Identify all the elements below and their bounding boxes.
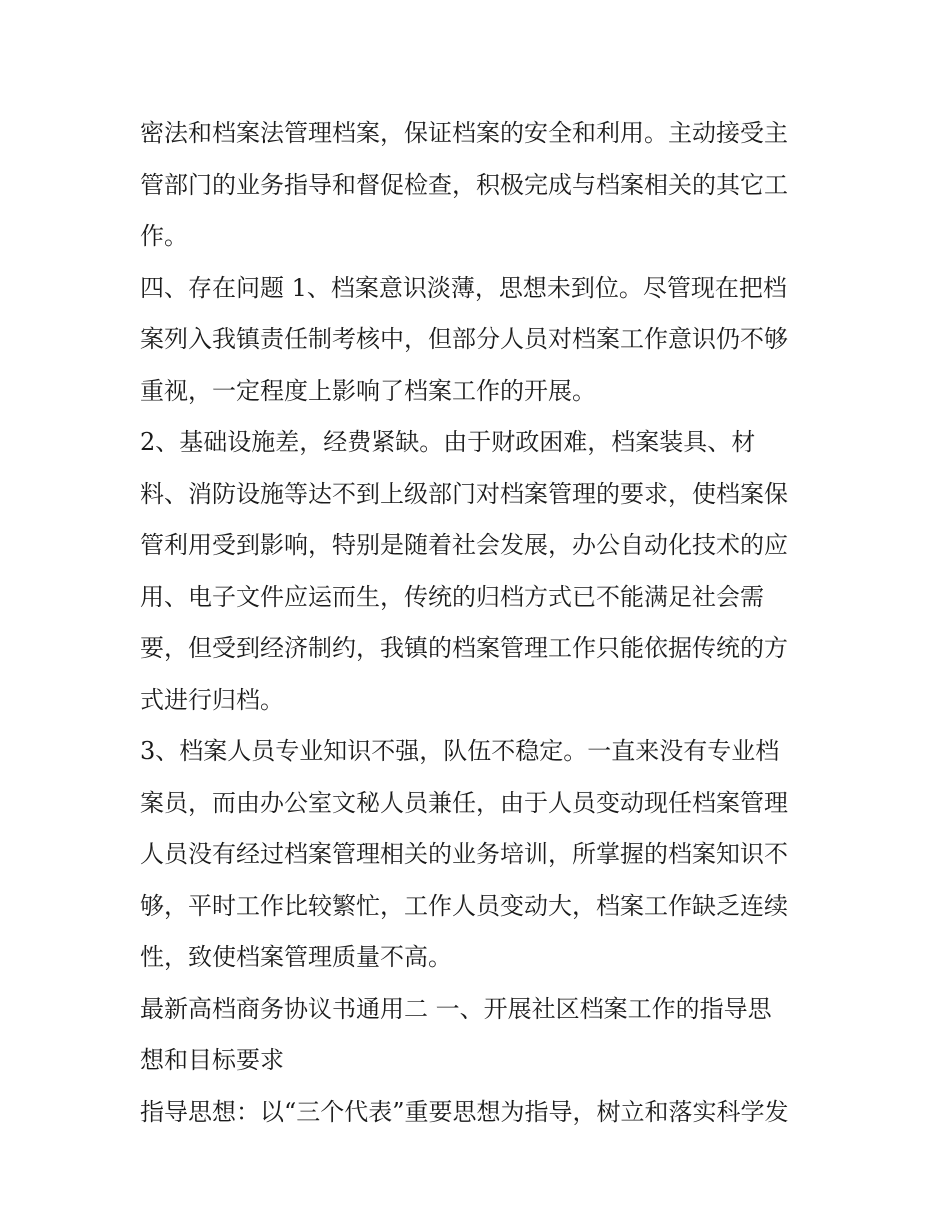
text-line: 密法和档案法管理档案，保证档案的安全和利用。主动接受主: [140, 119, 788, 147]
text-line: 人员没有经过档案管理相关的业务培训，所掌握的档案知识不: [140, 840, 788, 868]
text-line: 想和目标要求: [140, 1046, 284, 1074]
text-line: 管利用受到影响，特别是随着社会发展，办公自动化技术的应: [140, 531, 788, 559]
section-heading-line: 四、存在问题 1、档案意识淡薄，思想未到位。尽管现在把档: [140, 273, 787, 302]
text-line: 作。: [140, 222, 188, 250]
text-line: 式进行归档。: [140, 685, 284, 714]
text-line: 要，但受到经济制约，我镇的档案管理工作只能依据传统的方: [140, 634, 788, 662]
text-line: 性，致使档案管理质量不高。: [140, 943, 452, 971]
section-heading-line: 最新高档商务协议书通用二 一、开展社区档案工作的指导思: [140, 994, 772, 1023]
text-line: 重视，一定程度上影响了档案工作的开展。: [140, 376, 596, 405]
text-line: 料、消防设施等达不到上级部门对档案管理的要求，使档案保: [140, 479, 788, 508]
text-line: 管部门的业务指导和督促检查，积极完成与档案相关的其它工: [140, 170, 788, 199]
text-line: 用、电子文件应运而生，传统的归档方式已不能满足社会需: [140, 582, 764, 611]
document-body: [140, 108, 820, 1138]
text-line: 3、档案人员专业知识不强，队伍不稳定。一直来没有专业档: [140, 737, 780, 765]
text-line: 够，平时工作比较繁忙，工作人员变动大，档案工作缺乏连续: [140, 891, 788, 920]
text-line: 案员，而由办公室文秘人员兼任，由于人员变动现任档案管理: [140, 788, 788, 817]
text-line: 指导思想：以“三个代表”重要思想为指导，树立和落实科学发: [140, 1097, 789, 1126]
text-line: 案列入我镇责任制考核中，但部分人员对档案工作意识仍不够: [140, 325, 788, 353]
text-line: 2、基础设施差，经费紧缺。由于财政困难，档案装具、材: [140, 428, 756, 456]
